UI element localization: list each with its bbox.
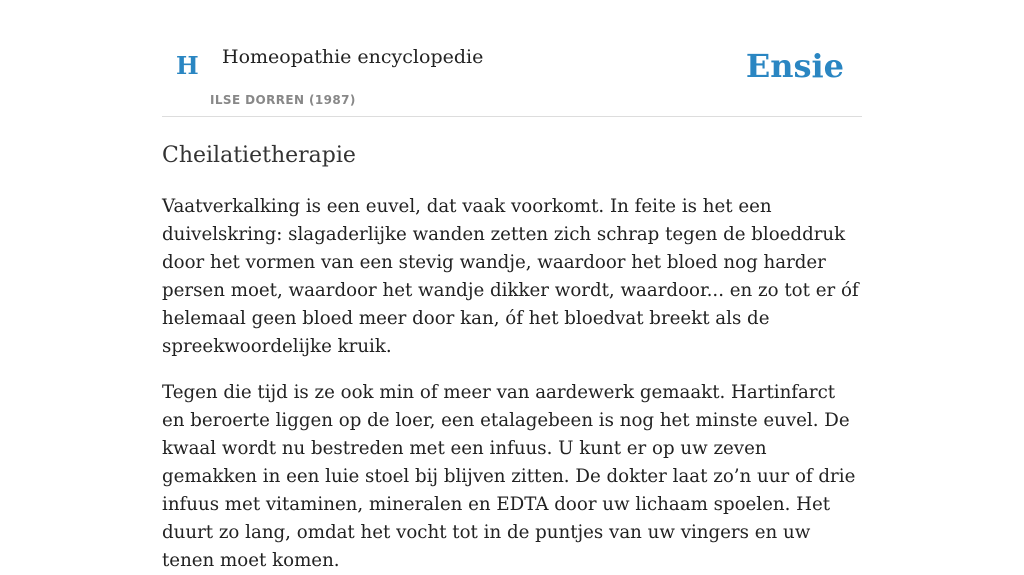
article-body [162, 193, 862, 575]
ensie-logo-link[interactable]: Ensie [745, 47, 844, 85]
article-paragraph-2: Tegen die tijd is ze ook min of meer van aardewerk gemaakt. Hartinfarct en beroerte liggen op de loer, een etalagebeen is nog het minste euvel. De kwaal wordt nu bestreden met een infuus. U kunt er op uw zeven gemakken in een luie stoel bij blijven zitten. De dokter laat zo’n uur of drie infuus met vitaminen, mineralen en EDTA door uw lichaam spoelen. Het duurt zo lang, omdat het vocht tot in de puntjes van uw vingers en uw tenen moet komen. [162, 382, 856, 571]
page-title: Cheilatietherapie [162, 143, 356, 168]
book-author[interactable]: ILSE DORREN (1987) [210, 93, 356, 107]
page-container [162, 0, 862, 575]
book-logo-letter[interactable]: H [176, 51, 199, 80]
book-header [162, 0, 862, 117]
article-paragraph-1: Vaatverkalking is een euvel, dat vaak voorkomt. In feite is het een duivelskring: slagaderlijke wanden zetten zich schrap tegen de bloeddruk door het vormen van een stevig wandje, waardoor het bloed nog harder persen moet, waardoor het wandje dikker wordt, waardoor... en zo tot er óf helemaal geen bloed meer door kan, óf het bloedvat breekt als de spreekwoordelijke kruik. [162, 196, 859, 357]
book-title-link[interactable]: Homeopathie encyclopedie [222, 46, 484, 68]
